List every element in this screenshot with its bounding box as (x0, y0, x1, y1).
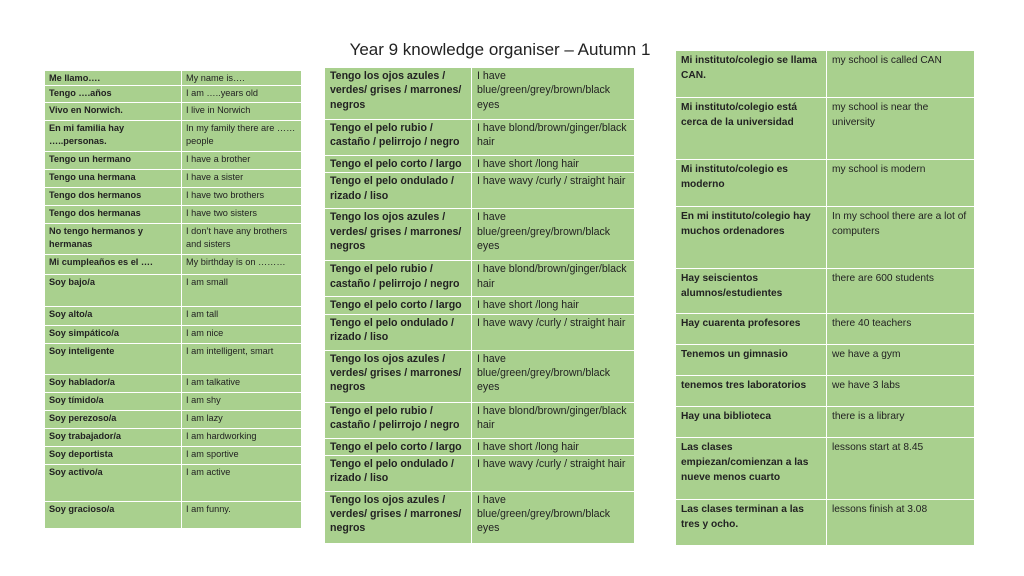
table-row (676, 438, 975, 500)
english-cell: I have blond/brown/ginger/black hair (472, 120, 635, 156)
table-row (45, 86, 302, 103)
spanish-cell: Soy hablador/a (45, 375, 182, 393)
table-row (45, 188, 302, 206)
table-row (325, 209, 635, 261)
spanish-cell: Mi instituto/colegio es moderno (676, 160, 827, 207)
english-cell: I am small (182, 275, 302, 307)
spanish-cell: En mi instituto/colegio hay muchos ordenadores (676, 207, 827, 269)
spanish-cell: Tengo dos hermanas (45, 206, 182, 224)
spanish-cell: Soy tímido/a (45, 393, 182, 411)
english-cell: My birthday is on ……… (182, 255, 302, 275)
table-row (676, 98, 975, 160)
english-cell: I have two brothers (182, 188, 302, 206)
spanish-cell: En mi familia hay …..personas. (45, 121, 182, 152)
page-title: Year 9 knowledge organiser – Autumn 1 (349, 40, 651, 59)
spanish-cell: Soy perezoso/a (45, 411, 182, 429)
english-cell: I am tall (182, 307, 302, 326)
spanish-cell: Me llamo…. (45, 71, 182, 86)
table-row (325, 261, 635, 297)
table-row (45, 103, 302, 121)
english-cell: I have blond/brown/ginger/black hair (472, 261, 635, 297)
english-cell: I have blue/green/grey/brown/black eyes (472, 209, 635, 261)
spanish-cell: Las clases terminan a las tres y ocho. (676, 500, 827, 546)
spanish-cell: Hay una biblioteca (676, 407, 827, 438)
english-cell: I am lazy (182, 411, 302, 429)
spanish-cell: Tengo ….años (45, 86, 182, 103)
table-row (676, 269, 975, 314)
english-cell: I have blue/green/grey/brown/black eyes (472, 68, 635, 120)
table-row (45, 344, 302, 375)
english-cell: there 40 teachers (827, 314, 975, 345)
english-cell: I am shy (182, 393, 302, 411)
spanish-cell: Las clases empiezan/comienzan a las nueve menos cuarto (676, 438, 827, 500)
table-row (45, 224, 302, 255)
spanish-cell: tenemos tres laboratorios (676, 376, 827, 407)
table-row (45, 447, 302, 465)
table-row (45, 393, 302, 411)
table-row (45, 502, 302, 529)
english-cell: my school is called CAN (827, 51, 975, 98)
table-row (325, 156, 635, 173)
table-row (676, 314, 975, 345)
spanish-cell: Tengo dos hermanos (45, 188, 182, 206)
spanish-cell: Tengo los ojos azules / verdes/ grises / marrones/ negros (325, 68, 472, 120)
spanish-cell: Soy alto/a (45, 307, 182, 326)
english-cell: lessons start at 8.45 (827, 438, 975, 500)
spanish-cell: Tengo el pelo ondulado / rizado / liso (325, 314, 472, 350)
table-row (45, 170, 302, 188)
spanish-cell: Tengo el pelo corto / largo (325, 156, 472, 173)
spanish-cell: Tengo los ojos azules / verdes/ grises / marrones/ negros (325, 350, 472, 402)
english-cell: I am active (182, 465, 302, 502)
spanish-cell: Tengo los ojos azules / verdes/ grises / marrones/ negros (325, 209, 472, 261)
spanish-cell: Soy deportista (45, 447, 182, 465)
spanish-cell: Hay cuarenta profesores (676, 314, 827, 345)
table-row (325, 438, 635, 455)
spanish-cell: Tengo el pelo rubio / castaño / pelirrojo / negro (325, 261, 472, 297)
english-cell: I am intelligent, smart (182, 344, 302, 375)
english-cell: I have wavy /curly / straight hair (472, 314, 635, 350)
spanish-cell: Tengo el pelo corto / largo (325, 297, 472, 314)
spanish-cell: Soy gracioso/a (45, 502, 182, 529)
spanish-cell: Mi instituto/colegio se llama CAN. (676, 51, 827, 98)
spanish-cell: Tengo el pelo ondulado / rizado / liso (325, 173, 472, 209)
english-cell: lessons finish at 3.08 (827, 500, 975, 546)
english-cell: my school is near the university (827, 98, 975, 160)
english-cell: I am talkative (182, 375, 302, 393)
table-row (45, 411, 302, 429)
table-row (325, 350, 635, 402)
spanish-cell: Tenemos un gimnasio (676, 345, 827, 376)
spanish-cell: Vivo en Norwich. (45, 103, 182, 121)
table-row (676, 376, 975, 407)
table-row (676, 407, 975, 438)
english-cell: I have blond/brown/ginger/black hair (472, 402, 635, 438)
spanish-cell: Hay seiscientos alumnos/estudientes (676, 269, 827, 314)
spanish-cell: Tengo los ojos azules / verdes/ grises / marrones/ negros (325, 491, 472, 543)
table-row (45, 326, 302, 344)
english-cell: there are 600 students (827, 269, 975, 314)
english-cell: I have blue/green/grey/brown/black eyes (472, 491, 635, 543)
table-row (676, 500, 975, 546)
personal-info-table (44, 70, 302, 529)
english-cell: I am funny. (182, 502, 302, 529)
table-row (325, 402, 635, 438)
table-row (325, 297, 635, 314)
table-row (676, 345, 975, 376)
spanish-cell: Soy inteligente (45, 344, 182, 375)
spanish-cell: Tengo el pelo rubio / castaño / pelirrojo / negro (325, 402, 472, 438)
table-row (45, 206, 302, 224)
spanish-cell: Soy bajo/a (45, 275, 182, 307)
table-row (45, 375, 302, 393)
english-cell: I have wavy /curly / straight hair (472, 173, 635, 209)
english-cell: we have a gym (827, 345, 975, 376)
english-cell: I am nice (182, 326, 302, 344)
spanish-cell: Tengo el pelo rubio / castaño / pelirrojo / negro (325, 120, 472, 156)
english-cell: In my school there are a lot of computers (827, 207, 975, 269)
table-row (676, 207, 975, 269)
english-cell: I have blue/green/grey/brown/black eyes (472, 350, 635, 402)
table-row (45, 121, 302, 152)
english-cell: In my family there are ……people (182, 121, 302, 152)
spanish-cell: Soy activo/a (45, 465, 182, 502)
english-cell: I don’t have any brothers and sisters (182, 224, 302, 255)
spanish-cell: Tengo el pelo ondulado / rizado / liso (325, 455, 472, 491)
spanish-cell: Tengo un hermano (45, 152, 182, 170)
english-cell: My name is…. (182, 71, 302, 86)
spanish-cell: Tengo una hermana (45, 170, 182, 188)
table-row (676, 51, 975, 98)
table-row (45, 307, 302, 326)
spanish-cell: Tengo el pelo corto / largo (325, 438, 472, 455)
spanish-cell: Soy simpático/a (45, 326, 182, 344)
english-cell: I have wavy /curly / straight hair (472, 455, 635, 491)
table-row (325, 314, 635, 350)
spanish-cell: No tengo hermanos y hermanas (45, 224, 182, 255)
english-cell: my school is modern (827, 160, 975, 207)
table-row (325, 120, 635, 156)
english-cell: I have two sisters (182, 206, 302, 224)
appearance-table (324, 67, 635, 544)
english-cell: I live in Norwich (182, 103, 302, 121)
english-cell: I have short /long hair (472, 297, 635, 314)
english-cell: I am …..years old (182, 86, 302, 103)
table-row (45, 429, 302, 447)
english-cell: I am sportive (182, 447, 302, 465)
table-row (45, 152, 302, 170)
english-cell: I have a brother (182, 152, 302, 170)
table-row (45, 71, 302, 86)
spanish-cell: Mi cumpleaños es el …. (45, 255, 182, 275)
table-row (45, 275, 302, 307)
table-row (325, 173, 635, 209)
english-cell: there is a library (827, 407, 975, 438)
table-row (45, 255, 302, 275)
table-row (325, 68, 635, 120)
table-row (325, 491, 635, 543)
table-row (325, 455, 635, 491)
school-table (675, 50, 975, 546)
english-cell: I have short /long hair (472, 438, 635, 455)
table-row (45, 465, 302, 502)
english-cell: I have a sister (182, 170, 302, 188)
english-cell: I am hardworking (182, 429, 302, 447)
spanish-cell: Soy trabajador/a (45, 429, 182, 447)
spanish-cell: Mi instituto/colegio está cerca de la universidad (676, 98, 827, 160)
english-cell: we have 3 labs (827, 376, 975, 407)
english-cell: I have short /long hair (472, 156, 635, 173)
table-row (676, 160, 975, 207)
